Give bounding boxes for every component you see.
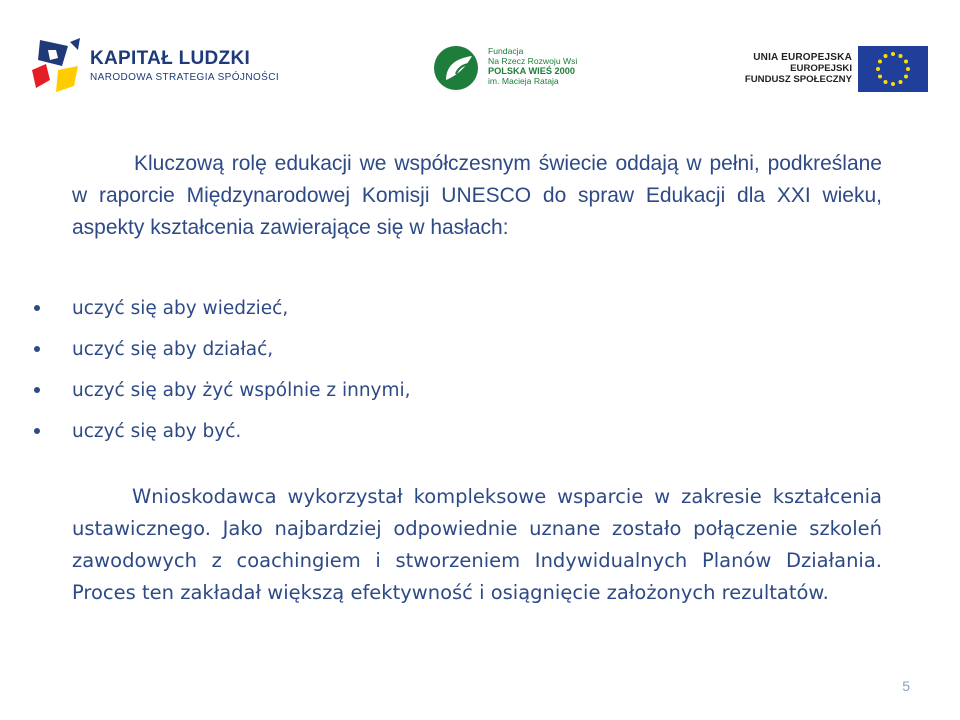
kapital-ludzki-logo bbox=[28, 36, 280, 96]
fundacja-leaf-icon bbox=[432, 44, 484, 92]
eu-line1: UNIA EUROPEJSKA bbox=[753, 52, 852, 63]
eu-logo bbox=[744, 46, 932, 92]
fundacja-text bbox=[488, 46, 577, 86]
eu-flag-icon bbox=[858, 46, 928, 92]
logo-bar bbox=[0, 0, 960, 110]
eu-line2: EUROPEJSKI bbox=[790, 63, 852, 74]
eu-line3: FUNDUSZ SPOŁECZNY bbox=[744, 74, 852, 85]
list-item-text: uczyć się aby być. bbox=[72, 421, 242, 442]
bullet-dot-icon bbox=[34, 387, 40, 393]
fundacja-line3: POLSKA WIEŚ 2000 bbox=[488, 66, 575, 76]
list-item-text: uczyć się aby żyć wspólnie z innymi, bbox=[72, 380, 411, 401]
list-item bbox=[72, 411, 882, 452]
kapital-ludzki-subtitle: NARODOWA STRATEGIA SPÓJNOŚCI bbox=[90, 72, 280, 83]
list-item bbox=[72, 329, 882, 370]
bullet-dot-icon bbox=[34, 346, 40, 352]
eu-text bbox=[745, 52, 852, 85]
intro-paragraph: Kluczową rolę edukacji we współczesnym świecie oddają w pełni, podkreślane w raporcie Międzynarodowej Komisji UNESCO do spraw Edukacji dla XXI wieku, aspekty kształcenia zawierające się w hasłach: bbox=[72, 152, 882, 239]
fundacja-line2: Na Rzecz Rozwoju Wsi bbox=[488, 56, 578, 66]
list-item-text: uczyć się aby działać, bbox=[72, 339, 274, 360]
motto-list bbox=[72, 288, 882, 452]
kapital-ludzki-star-icon bbox=[28, 36, 86, 96]
page-number: 5 bbox=[902, 678, 910, 694]
list-item-text: uczyć się aby wiedzieć, bbox=[72, 298, 289, 319]
kapital-ludzki-title: KAPITAŁ LUDZKI bbox=[90, 48, 251, 69]
fundacja-logo bbox=[432, 44, 582, 94]
fundacja-line4: im. Macieja Rataja bbox=[488, 76, 559, 86]
bullet-dot-icon bbox=[34, 428, 40, 434]
list-item bbox=[72, 370, 882, 411]
list-item bbox=[72, 288, 882, 329]
body-paragraph: Wnioskodawca wykorzystał kompleksowe wsparcie w zakresie kształcenia ustawicznego. Jako najbardziej odpowiednie uznane zostało połączenie szkoleń zawodowych z coachingiem i stworzeniem Indywidualnych Planów Działania. Proces ten zakładał większą efektywność i osiągnięcie założonych rezultatów. bbox=[72, 485, 882, 604]
fundacja-line1: Fundacja bbox=[488, 46, 524, 56]
bullet-dot-icon bbox=[34, 305, 40, 311]
